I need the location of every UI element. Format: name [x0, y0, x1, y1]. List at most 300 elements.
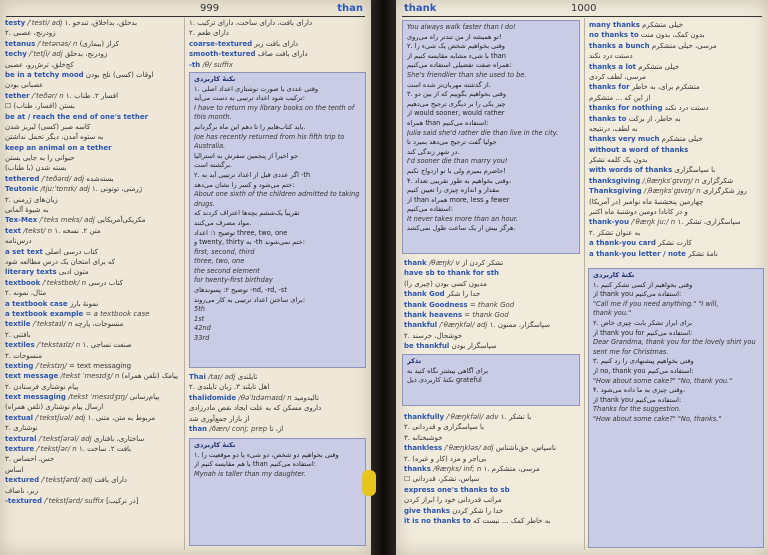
dictionary-entry [5, 257, 181, 267]
dictionary-entry [5, 49, 181, 59]
dictionary-entry [189, 49, 367, 59]
note-line: ۴. وقتی بخواهیم به طور تقریبی تعداد، [407, 176, 511, 185]
note-example: She's friendlier than she used to be. [407, 70, 527, 79]
entry-definition: پیام‌رسانی [129, 393, 160, 402]
dictionary-entry [404, 485, 582, 495]
left-page-number: 999 [200, 3, 220, 14]
entry-pronunciation: /ˈθæŋkləs/ adj [444, 444, 494, 453]
dictionary-entry [5, 205, 181, 215]
dictionary-entry [5, 80, 181, 90]
entry-definition: [در ترکیب] [106, 496, 139, 505]
note-line: برای ساختن اعداد ترتیبی به کار می‌روند: [194, 295, 306, 304]
note-example: "How about some cake?" "No, thanks." [593, 414, 722, 423]
entry-headword: tether [5, 91, 30, 100]
entry-definition: اوقات (کسی) تلخ بودن [85, 70, 154, 79]
entry-definition: ۱. بافت ۲. ساخت [78, 445, 132, 454]
right-dictionary-page [396, 0, 768, 555]
entry-definition: درس‌نامه [5, 237, 32, 246]
dictionary-entry [404, 310, 582, 320]
dictionary-entry [404, 422, 582, 432]
right-column-entries-bottom [189, 372, 367, 434]
entry-definition: ۱. بدخلق، بداخلاق، تندخو [64, 19, 138, 27]
entry-headword: thanks a bunch [589, 41, 650, 50]
usage-note-box-than-cont [402, 20, 580, 254]
entry-headword: Tex-Mex [5, 216, 38, 225]
entry-definition: عصبانی بودن [5, 81, 44, 90]
entry-definition: ۲. مثال، نمونه [5, 289, 47, 298]
note-line: همراه than استفاده می‌کنیم: [407, 118, 489, 127]
dictionary-entry [189, 393, 367, 403]
entry-headword: textile [5, 320, 31, 329]
note-example: Joe has recently returned from his fifth trip to [194, 132, 345, 141]
entry-pronunciation: /tekst ˈmesɪdʒ/ n [60, 372, 120, 381]
entry-definition: خیلی متشکرم [638, 62, 680, 71]
header-rule [6, 16, 365, 17]
note-example: "Call me if you need anything." "I will, [593, 299, 719, 308]
dictionary-entry [5, 39, 181, 49]
entry-pronunciation: /ˈtetənəs/ n [37, 39, 78, 48]
entry-headword: give thanks [404, 506, 451, 515]
note-example: You always walk faster than I do! [407, 23, 516, 31]
dictionary-entry [589, 30, 763, 40]
dictionary-entry [5, 236, 181, 246]
entry-headword: be in a tetchy mood [5, 70, 84, 79]
dictionary-entry [404, 341, 582, 351]
note-line: مقدار و اندازه چیزی را تعیین کنیم [407, 186, 500, 195]
note-example: for twenty-first birthday [194, 276, 273, 285]
dictionary-entry [5, 28, 181, 38]
entry-definition: به شیوهٔ آلمانی [5, 206, 49, 215]
dictionary-entry [5, 444, 181, 454]
dictionary-entry [5, 371, 181, 381]
note-line: از than همراه more, less و fewer [407, 195, 510, 204]
dictionary-entry [5, 143, 181, 153]
dictionary-entry [5, 392, 181, 402]
dictionary-entry [589, 41, 763, 51]
entry-headword: texture [5, 445, 35, 454]
entry-pronunciation: = a textbook case [85, 309, 150, 318]
dictionary-entry [404, 454, 582, 464]
note-line: و twenty, thirty به -th ختم نمی‌شوند: [194, 238, 305, 247]
dictionary-entry [404, 433, 582, 443]
entry-definition: به خاطر کمک ... نیست که [473, 516, 551, 525]
dictionary-entry [404, 516, 582, 526]
entry-pronunciation: /ˈtekstɪŋ/ [35, 361, 67, 370]
entry-headword: text messaging [5, 393, 66, 402]
note-example: first, second, third [194, 247, 255, 256]
entry-pronunciation: /ˈtekstaɪlz/ n [36, 341, 81, 350]
entry-definition: ۲. زبان‌های ژرمنی [5, 195, 58, 204]
entry-headword: thanks very much [589, 135, 660, 144]
entry-headword: tethered [5, 174, 40, 183]
dictionary-entry [404, 412, 582, 422]
note-example: three, two, one [194, 257, 245, 266]
dictionary-entry [189, 414, 367, 424]
dictionary-entry [404, 443, 582, 453]
entry-headword: literary texts [5, 268, 57, 277]
entry-definition: حیوانی را به جایی بستن [5, 154, 75, 163]
entry-headword: Teutonic [5, 185, 39, 194]
note-line: ۳. وقتی بخواهیم پیشنهادی را رد کنیم [593, 357, 694, 366]
entry-pronunciation: /ˈθæŋk juː/ n [631, 218, 676, 227]
note-line: از no, thank you استفاده می‌کنیم: [593, 366, 694, 375]
entry-headword: thankfully [404, 413, 445, 421]
entry-definition: مراتب قدردانی خود را ابراز کردن [404, 496, 502, 505]
dictionary-entry [589, 114, 763, 124]
entry-definition: مرسی، خیلی متشکرم [651, 41, 717, 50]
entry-headword: thank [404, 259, 427, 267]
dictionary-entry [5, 91, 181, 101]
entry-headword: a thank-you card [589, 239, 656, 248]
dictionary-entry [5, 288, 181, 298]
dictionary-entry [404, 268, 582, 278]
dictionary-entry [5, 465, 181, 475]
entry-headword: keep an animal on a tether [5, 143, 112, 152]
dictionary-entry [189, 403, 367, 413]
entry-pronunciation: = thank God [469, 300, 515, 309]
note-line: از thank you استفاده می‌کنیم: [593, 395, 682, 404]
note-line: همراه صفت تفضیلی استفاده می‌کنیم: [407, 61, 512, 70]
entry-definition: ۲. با سپاسگزاری و قدردانی [404, 423, 485, 432]
entry-headword: thankful [404, 321, 438, 330]
note-line: حاضرم بمیرم ولی با تو ازدواج نکنم! [407, 166, 506, 175]
entry-pronunciation: /ˈtekstaɪl/ n [32, 320, 73, 329]
entry-definition: نامهٔ تشکر [688, 249, 718, 258]
entry-definition: به لطف، درنتیجه [589, 124, 638, 133]
note-line: جولیا گفت ترجیح می‌دهد بمیرد تا [407, 138, 497, 147]
dictionary-entry [5, 184, 181, 194]
dictionary-entry [5, 330, 181, 340]
entry-headword: thankless [404, 444, 443, 453]
entry-definition: ☐ (افسار، طناب) بستن [5, 102, 75, 111]
dictionary-entry [5, 195, 181, 205]
entry-definition: خدا را شکر کردن [452, 506, 504, 515]
note-line: ۲. اگر عددی قبل از اعداد ترتیبی آید به -th [194, 170, 311, 179]
note-line: استفاده می‌کنیم: [407, 205, 453, 214]
entry-pronunciation: /ˈteks meks/ adj [39, 216, 95, 225]
note-line: از thank you استفاده می‌کنیم: [593, 290, 682, 299]
entry-headword: coarse-textured [189, 39, 253, 48]
entry-pronunciation: /θæŋk/ v [428, 259, 460, 267]
note-example: Mynah is taller than my daughter. [194, 469, 306, 478]
dictionary-entry [589, 186, 763, 196]
entry-definition: کتاب درسی اصلی [45, 247, 98, 256]
left-column-entries-thanks [404, 412, 582, 526]
entry-headword: thank-you [589, 218, 629, 227]
entry-definition: ۲. (کار و غیره) بی‌اجر و مزد [404, 454, 487, 463]
usage-note-box-than [189, 438, 366, 546]
dictionary-entry [189, 372, 367, 382]
entry-definition: خیلی متشکرم [661, 135, 703, 144]
dictionary-entry [5, 101, 181, 111]
right-page-number: 1000 [571, 3, 597, 14]
dictionary-entry [589, 124, 763, 134]
entry-definition: = text messaging [69, 361, 132, 370]
entry-definition: ۲. بافتنی [5, 330, 31, 339]
entry-pronunciation: /ˈtekstʃərd/ suffix [44, 496, 104, 505]
dictionary-entry [189, 18, 367, 28]
entry-pronunciation: /tekst/ n [23, 226, 53, 235]
note-line: تو همیشه از من تندتر راه می‌روی! [407, 32, 502, 41]
dictionary-entry [5, 309, 181, 319]
dictionary-entry [589, 217, 763, 227]
dictionary-entry [189, 424, 367, 434]
dictionary-entry [589, 62, 763, 72]
usage-note-box-th [189, 72, 366, 368]
entry-definition: مکزیکی‌آمریکایی [97, 216, 146, 225]
entry-definition: نمونهٔ بارز [69, 299, 99, 308]
entry-headword: thanks [404, 464, 431, 473]
dictionary-entry [589, 165, 763, 175]
note-example: Dear Grandma, thank you for the lovely shirt you [593, 338, 756, 347]
dictionary-entry [5, 454, 181, 464]
entry-definition: (تلفن همراه) ارسال پیام نوشتاری [5, 403, 104, 412]
dictionary-entry [5, 382, 181, 392]
page-tab-marker [362, 470, 376, 496]
entry-definition: ۱. ژرمنی، توتونی [92, 185, 143, 194]
entry-headword: textiles [5, 341, 35, 350]
entry-definition: ۲. خوشحال، خرسند [404, 331, 463, 340]
entry-headword: textbook [5, 278, 41, 287]
note-line: ۱. وقتی بخواهیم از کسی تشکر کنیم [593, 280, 693, 289]
dictionary-entry [5, 278, 181, 288]
entry-definition: ۱. با تشکر [500, 413, 532, 421]
note-example: Australia. [194, 142, 226, 151]
entry-headword: thanks for nothing [589, 104, 663, 113]
entry-headword: thanks for [589, 83, 630, 92]
note-box-grateful [402, 354, 580, 406]
dictionary-entry [5, 70, 181, 80]
entry-definition: متشکرم برای، به خاطر [631, 83, 700, 92]
dictionary-entry [5, 163, 181, 173]
entry-headword: have sb to thank for sth [404, 269, 500, 278]
entry-definition: خیلی متشکرم [642, 21, 684, 29]
entry-definition: ۱. صنعت نساجی [82, 341, 132, 350]
dictionary-entry [189, 28, 367, 38]
note-line: در شهر زندگی کند. [407, 147, 460, 156]
entry-definition: سپاسگزار بودن [451, 342, 497, 351]
note-example: 42nd [194, 324, 211, 333]
entry-headword: thank God [404, 290, 445, 299]
note-line: از گذشته مهربان‌تر شده است. [407, 80, 491, 89]
dictionary-entry [5, 319, 181, 329]
column-divider [184, 18, 185, 550]
note-example: 33rd [194, 334, 210, 343]
note-example: I have to return my library books on the tenth of [194, 103, 355, 112]
entry-headword: Thai [189, 373, 206, 381]
left-dictionary-page [0, 0, 371, 555]
dictionary-entry [5, 215, 181, 225]
entry-definition: ۲. دارای طعم [189, 29, 229, 38]
entry-definition: مرسی، لطف کردی [589, 72, 646, 81]
note-line: ختم می‌شود و کسر را نشان می‌دهد: [194, 180, 295, 189]
entry-definition: متون ادبی [58, 268, 89, 277]
dictionary-entry [5, 475, 181, 485]
entry-pronunciation: /ˈtekstbʊk/ n [42, 278, 87, 287]
entry-definition: (با طناب) بسته شدن [5, 164, 67, 173]
dictionary-entry [589, 207, 763, 217]
entry-headword: Thanksgiving [589, 187, 642, 196]
entry-headword: -th [189, 60, 201, 69]
dictionary-entry [5, 174, 181, 184]
entry-headword: thalidomide [189, 393, 237, 402]
dictionary-entry [5, 496, 181, 506]
note-line: با شیء مشابه مقایسه کنیم از than [407, 51, 506, 60]
entry-definition: زبر، ناصاف [5, 486, 39, 495]
note-line: چیز یکی را بر دیگری ترجیح می‌دهیم [407, 99, 506, 108]
note-line: با هم مقایسه کنیم از than استفاده می‌کنیم: [194, 460, 316, 469]
note-line: تقریباً یک‌ششم بچه‌ها اعتراف کردند که [194, 209, 300, 218]
entry-pronunciation: /ˈtekstʃərəl/ adj [38, 434, 92, 443]
note-line: توضیح ۲: پسوندهای -nd, -rd, -st [194, 286, 287, 295]
dictionary-entry [5, 226, 181, 236]
note-example: drugs. [194, 199, 215, 208]
entry-definition: (چیزی را) مدیون کسی بودن [404, 279, 487, 288]
right-column-entries-top [189, 18, 367, 70]
entry-headword: than [189, 424, 208, 433]
dictionary-entry [589, 249, 763, 259]
entry-definition: ۱. دارای بافت، دارای ساخت، دارای ترکیب [189, 19, 313, 27]
note-example: About one sixth of the children admitted to taking [194, 190, 360, 199]
dictionary-entry [5, 423, 181, 433]
dictionary-entry [5, 153, 181, 163]
entry-definition: دستت درد نکند [664, 104, 709, 113]
dictionary-entry [189, 382, 367, 392]
dictionary-entry [5, 299, 181, 309]
column-divider [584, 18, 585, 550]
entry-pronunciation: /ˈθæŋkfəl/ adj [439, 321, 488, 330]
entry-definition: ناسپاس، حق‌ناشناس [495, 444, 556, 453]
dictionary-entry [5, 112, 181, 122]
dictionary-entry [5, 247, 181, 257]
dictionary-entry [5, 60, 181, 70]
entry-headword: a textbook case [5, 299, 68, 308]
dictionary-entry [404, 474, 582, 484]
left-column-entries [5, 18, 181, 506]
entry-definition: با سپاسگزاری [674, 166, 716, 175]
entry-pronunciation: /θ/ suffix [202, 60, 233, 69]
left-page-header [0, 3, 371, 17]
entry-headword: smooth-textured [189, 50, 256, 59]
note-line: ۳. وقتی بخواهیم بگوییم که از بین دو [407, 90, 507, 99]
entry-headword: a thank-you letter / note [589, 249, 686, 258]
entry-headword: thank Goodness [404, 300, 468, 309]
entry-definition: ساختاری، بافتاری [93, 434, 145, 443]
entry-definition: (تلفن همراه) پیامک [121, 372, 179, 381]
entry-definition: ۱. افسار ۲. طناب [65, 91, 119, 100]
dictionary-entry [5, 267, 181, 277]
dictionary-entry [5, 18, 181, 28]
entry-headword: tetanus [5, 39, 36, 48]
right-column-entries-thanks [589, 20, 763, 259]
dictionary-entry [589, 134, 763, 144]
entry-definition: ۲. به عنوان تشکر [589, 228, 641, 237]
dictionary-entry [5, 351, 181, 361]
entry-pronunciation: /θəˈlɪdəmaɪd/ n [238, 393, 292, 402]
dictionary-entry [404, 300, 582, 310]
entry-pronunciation: /tekst ˈmesɪdʒɪŋ/ [68, 393, 128, 402]
entry-definition: بدون کمک، بدون منت [640, 31, 705, 40]
dictionary-entry [589, 228, 763, 238]
dictionary-entry [589, 51, 763, 61]
dictionary-entry [589, 103, 763, 113]
entry-headword: textural [5, 434, 37, 443]
left-guide-word: than [337, 3, 363, 14]
entry-pronunciation: /ˈtekstʃər/ n [36, 445, 77, 454]
entry-pronunciation: /ˌθæŋksˈɡɪvɪŋ/ n [642, 176, 700, 185]
entry-definition: تایلندی [237, 373, 258, 381]
entry-definition: که برای امتحان یک درس مطالعه شود [5, 257, 116, 266]
entry-definition: ۳. حس، احساس [5, 455, 55, 464]
note-line: ۲. برای ابراز تشکر بابت چیزی خاص [593, 318, 693, 327]
note-example: sent me for Christmas. [593, 347, 669, 356]
entry-definition: تالیدومید [293, 393, 319, 402]
entry-pronunciation: /ˈtetʃi/ adj [29, 50, 63, 59]
entry-pronunciation: /tjuːˈtɒnɪk/ adj [40, 185, 90, 194]
entry-headword: text message [5, 372, 59, 381]
note-line: ۱. وقتی عددی با صورت نوشتاری اعداد اصلی [194, 84, 319, 93]
entry-definition: به خاطر، از برکت [628, 114, 681, 123]
entry-headword: a set text [5, 247, 43, 256]
note-line: جو اخیراً از پنجمین سفرش به استرالیا [194, 151, 299, 160]
entry-headword: be at / reach the end of one's tether [5, 112, 149, 121]
dictionary-entry [5, 132, 181, 142]
dictionary-entry [589, 176, 763, 186]
note-line: برگشته است. [194, 161, 233, 170]
entry-definition: منسوجات، پارچه [74, 320, 124, 329]
entry-headword: express one's thanks to sb [404, 485, 510, 494]
entry-definition: اساس [5, 465, 24, 474]
entry-headword: texting [5, 361, 34, 370]
note-title: نکتهٔ کاربردی [194, 441, 236, 449]
note-title: تذکر [407, 357, 422, 365]
note-line: ترکیب شود اعداد ترتیبی به دست می‌آید: [194, 94, 305, 103]
note-example: It never takes more than an hour. [407, 214, 518, 223]
note-line: ۱. وقتی بخواهیم دو شخص، دو شیء یا دو موقعیت را [194, 450, 339, 459]
dictionary-entry [404, 279, 582, 289]
dictionary-entry [589, 238, 763, 248]
entry-definition: کج‌خلق، ترش‌رو، عصبی [5, 60, 74, 69]
note-example: the second element [194, 266, 260, 275]
entry-definition: از این که ... متشکرم [589, 93, 651, 102]
entry-headword: thanksgiving [589, 176, 641, 185]
entry-definition: بسته‌شده [86, 174, 114, 183]
entry-pronunciation: /ˈteðərd/ adj [41, 174, 85, 183]
note-line: هرگز بیش از یک ساعت طول نمی‌کشد. [407, 224, 516, 233]
entry-definition: ☐ سپاس، تشکر، قدردانی [404, 475, 480, 484]
note-line: باید کتاب‌هایم را تا دهم این ماه برگردانم. [194, 122, 306, 131]
dictionary-entry [5, 486, 181, 496]
entry-pronunciation: /taɪ/ adj [208, 373, 236, 381]
dictionary-entry [589, 197, 763, 207]
dictionary-entry [589, 145, 763, 155]
entry-pronunciation: /ˈtekstʃuəl/ adj [35, 413, 86, 422]
dictionary-entry [404, 289, 582, 299]
entry-definition: روز شکرگزاری [702, 187, 747, 196]
note-example: this month. [194, 113, 232, 122]
entry-headword: without a word of thanks [589, 145, 689, 154]
dictionary-entry [5, 361, 181, 371]
entry-headword: no thanks to [589, 31, 639, 40]
entry-definition: شکرگزاری [701, 176, 734, 185]
entry-definition: از بازار جمع‌آوری شد [189, 414, 250, 423]
dictionary-entry [404, 506, 582, 516]
entry-headword: testy [5, 19, 26, 27]
entry-definition: بدون یک کلمه تشکر [589, 156, 648, 165]
dictionary-entry [404, 320, 582, 330]
note-title: نکتهٔ کاربردی [194, 75, 236, 83]
right-guide-word: thank [404, 3, 437, 14]
